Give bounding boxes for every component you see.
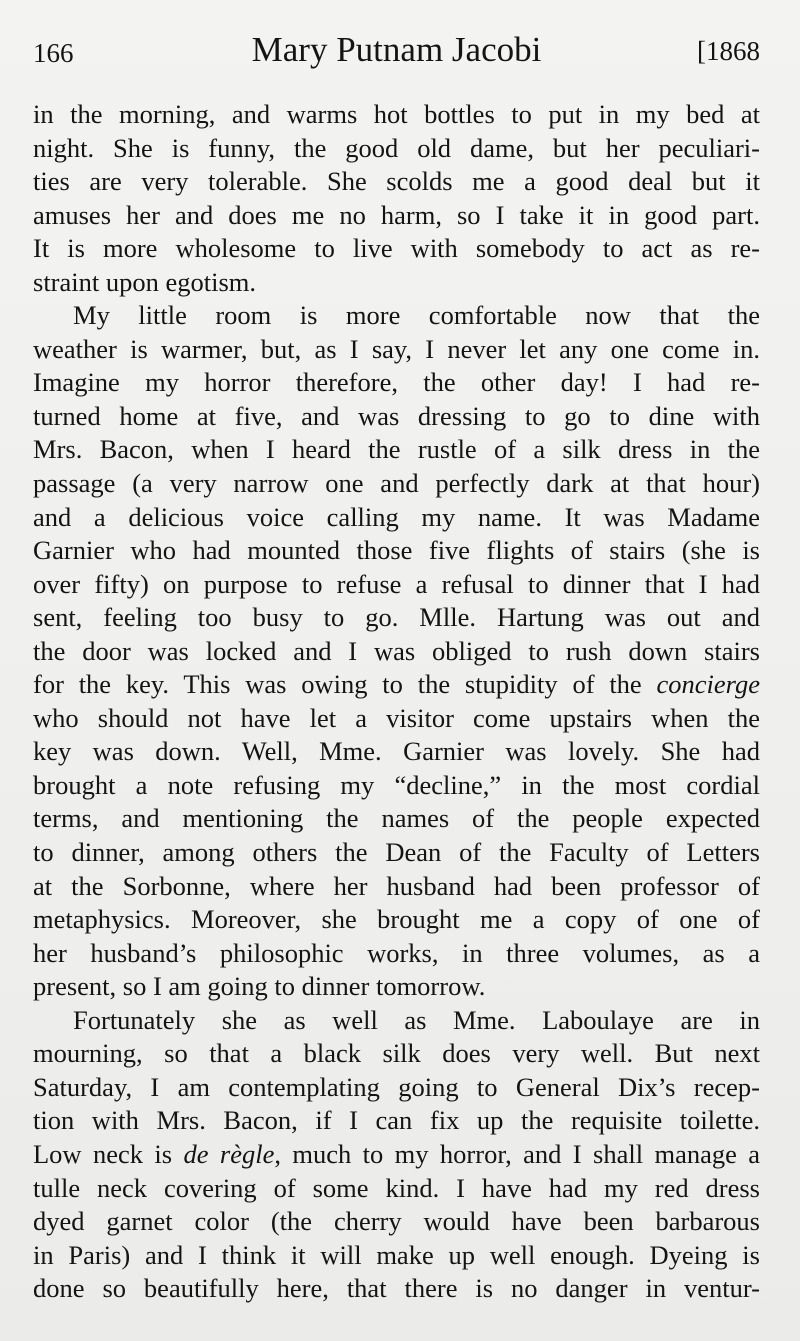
text-line-content: and a delicious voice calling my name. It was Madame — [33, 501, 760, 532]
text-line-content: dyed garnet color (the cherry would have been barbarous — [33, 1206, 760, 1237]
text-line-content: her husband’s philosophic works, in three volumes, as a — [33, 937, 760, 968]
text-line — [33, 802, 760, 836]
text-line-content: mourning, so that a black silk does very well. But next — [33, 1038, 760, 1069]
text-line — [33, 299, 760, 333]
text-line-content: passage (a very narrow one and perfectly dark at that hour) — [33, 468, 760, 499]
text-line — [33, 1138, 760, 1172]
running-title: Mary Putnam Jacobi — [251, 30, 542, 69]
text-line — [33, 702, 760, 736]
text-line — [33, 836, 760, 870]
text-line-content: present, so I am going to dinner tomorrow. — [33, 971, 486, 1002]
text-line — [33, 1172, 760, 1206]
text-line-content: amuses her and does me no harm, so I take it in good part. — [33, 199, 760, 230]
text-line-content: in the morning, and warms hot bottles to put in my bed at — [33, 99, 760, 129]
text-line — [33, 232, 760, 266]
text-line — [33, 199, 760, 233]
text-line — [33, 433, 760, 467]
text-line — [33, 735, 760, 769]
text-line — [33, 366, 760, 400]
text-line — [33, 1272, 760, 1306]
text-line-content: Fortunately she as well as Mme. Laboulaye are in — [73, 1004, 760, 1035]
text-line-content: straint upon egotism. — [33, 266, 257, 297]
text-line — [33, 870, 760, 904]
text-line-content: sent, feeling too busy to go. Mlle. Hartung was out and — [33, 602, 760, 633]
text-line-content: Saturday, I am contemplating going to General Dix’s recep- — [33, 1071, 760, 1102]
text-line-content: weather is warmer, but, as I say, I never let any one come in. — [33, 333, 760, 364]
italic-term: concierge — [656, 669, 760, 700]
text-line — [33, 1205, 760, 1239]
text-line — [33, 668, 760, 702]
text-line — [33, 1239, 760, 1273]
text-line — [33, 165, 760, 199]
page-number: 166 — [33, 38, 74, 68]
text-line — [33, 400, 760, 434]
text-line-content: metaphysics. Moreover, she brought me a copy of one of — [33, 904, 760, 935]
text-line-content: turned home at five, and was dressing to go to dine with — [33, 400, 760, 431]
text-line-content: Mrs. Bacon, when I heard the rustle of a silk dress in the — [33, 434, 760, 465]
text-line-content: Low neck is — [33, 1138, 184, 1169]
text-line — [33, 635, 760, 669]
text-line — [33, 1071, 760, 1105]
text-line-content: tion with Mrs. Bacon, if I can fix up the requisite toilette. — [33, 1105, 760, 1136]
text-line-content: who should not have let a visitor come upstairs when the — [33, 702, 760, 733]
text-line — [33, 467, 760, 501]
text-line-content: Imagine my horror therefore, the other day! I had re- — [33, 367, 760, 398]
text-line — [33, 132, 760, 166]
running-header — [33, 30, 760, 80]
text-line — [33, 1004, 760, 1038]
text-line-content: the door was locked and I was obliged to rush down stairs — [33, 635, 760, 666]
text-line-continuation: , much to my horror, and I shall manage a — [274, 1138, 761, 1169]
text-line-content: to dinner, among others the Dean of the Faculty of Letters — [33, 837, 760, 868]
body-text — [33, 98, 760, 1306]
text-line — [33, 534, 760, 568]
text-line-content: It is more wholesome to live with somebody to act as re- — [33, 233, 760, 264]
text-line — [33, 937, 760, 971]
text-line-content: brought a note refusing my “decline,” in the most cordial — [33, 769, 760, 800]
text-line-content: night. She is funny, the good old dame, but her peculiari- — [33, 132, 760, 163]
text-line-content: key was down. Well, Mme. Garnier was lovely. She had — [33, 736, 760, 767]
year-marker: [1868 — [697, 36, 760, 66]
text-line-content: Garnier who had mounted those five flights of stairs (she is — [33, 535, 760, 566]
text-line-content: for the key. This was owing to the stupidity of the — [33, 669, 657, 700]
text-line — [33, 266, 760, 300]
text-line — [33, 970, 760, 1004]
text-line-content: My little room is more comfortable now that the — [73, 300, 760, 331]
text-line — [33, 769, 760, 803]
text-line — [33, 1104, 760, 1138]
text-line-content: terms, and mentioning the names of the people expected — [33, 803, 760, 834]
text-line-content: done so beautifully here, that there is no danger in ventur- — [33, 1273, 760, 1304]
text-line — [33, 1037, 760, 1071]
italic-term: de règle — [183, 1138, 275, 1169]
text-line — [33, 333, 760, 367]
text-line-content: in Paris) and I think it will make up well enough. Dyeing is — [33, 1239, 760, 1270]
text-line — [33, 501, 760, 535]
text-line-content: at the Sorbonne, where her husband had been professor of — [33, 870, 760, 901]
text-line — [33, 568, 760, 602]
text-line-content: tulle neck covering of some kind. I have had my red dress — [33, 1172, 760, 1203]
text-line — [33, 601, 760, 635]
text-line-content: ties are very tolerable. She scolds me a good deal but it — [33, 166, 760, 197]
text-line-content: over fifty) on purpose to refuse a refusal to dinner that I had — [33, 568, 760, 599]
text-line — [33, 98, 760, 132]
text-line — [33, 903, 760, 937]
